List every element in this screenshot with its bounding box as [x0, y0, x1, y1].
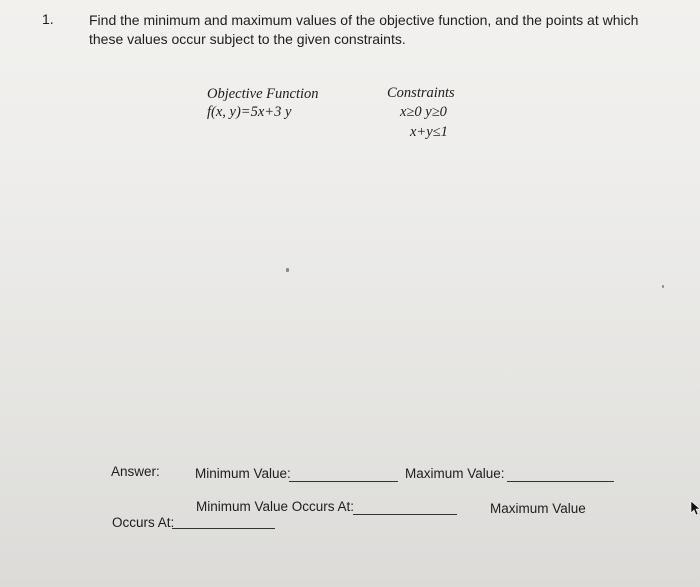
objective-function-expression: f(x, y)=5x+3 y	[207, 104, 292, 120]
question-text: Find the minimum and maximum values of the objective function, and the points at which these values occur subject to the given constraints.	[89, 12, 639, 47]
constraints-heading: Constraints	[387, 85, 455, 101]
minimum-value-label: Minimum Value:	[195, 466, 291, 481]
minimum-value-occurs-label: Minimum Value Occurs At:	[196, 499, 355, 514]
question-number: 1.	[42, 11, 54, 27]
objective-function-heading: Objective Function	[207, 86, 319, 102]
maximum-value-blank[interactable]	[507, 481, 614, 482]
occurs-at-blank[interactable]	[172, 528, 275, 529]
paper-speck	[286, 268, 289, 272]
maximum-value-occurs-label: Maximum Value	[490, 501, 586, 516]
minimum-value-blank[interactable]	[289, 481, 398, 482]
occurs-at-label: Occurs At:	[112, 515, 175, 530]
mouse-pointer-icon	[690, 500, 700, 516]
paper-speck	[662, 285, 664, 288]
minimum-occurs-blank[interactable]	[353, 514, 457, 515]
constraint-nonnegativity: x≥0 y≥0	[400, 104, 447, 120]
maximum-value-label: Maximum Value:	[405, 466, 505, 481]
answer-label: Answer:	[111, 464, 160, 479]
constraint-sum: x+y≤1	[410, 124, 448, 140]
